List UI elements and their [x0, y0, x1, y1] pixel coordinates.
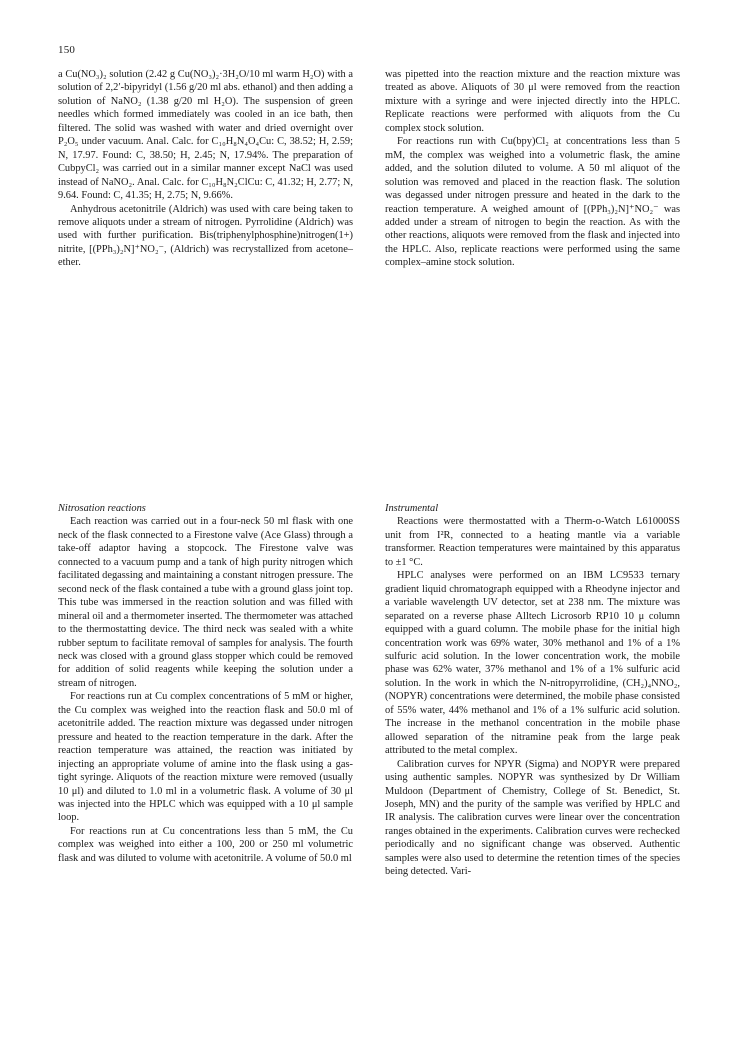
paragraph: For reactions run with Cu(bpy)Cl₂ at concentrations less than 5 mM, the complex was weighed into a volumetric flask, the amine added, and the solution diluted to volume. A 50 ml aliquot of the solution was removed and placed in the reaction flask. The solution was degassed under nitrogen pressure and heated in the dark to the reaction temperature. A weighed amount of [(PPh₃)₂N]⁺NO₂⁻ was added under a stream of nitrogen to begin the reaction. As with the other reactions, aliquots were removed from the flask and injected into the HPLC. Also, replicate reactions were performed using the same complex–amine stock solution. — [385, 136, 680, 269]
section-heading-nitrosation: Nitrosation reactions — [58, 503, 146, 514]
right-column-bottom — [385, 502, 680, 879]
paragraph: was pipetted into the reaction mixture and the reaction mixture was treated as above. Aliquots of 30 μl were removed from the reaction mixture with a syringe and were injected directly into the HPLC. Replicate reactions were performed with aliquots from the Cu complex stock solution. — [385, 69, 680, 134]
left-column-top — [58, 68, 353, 270]
paragraph: For reactions run at Cu concentrations less than 5 mM, the Cu complex was weighed into either a 100, 200 or 250 ml volumetric flask and was diluted to volume with acetonitrile. A volume of 50.0 ml — [58, 825, 353, 864]
paragraph: Each reaction was carried out in a four-neck 50 ml flask with one neck of the flask connected to a Firestone valve (Ace Glass) through a take-off adaptor having a stopcock. The Firestone valve was connected to a vacuum pump and a tank of high purity nitrogen which facilitated degassing and maintaining a constant nitrogen pressure. The second neck of the flask contained a tube with a ground glass joint top. This tube was immersed in the reaction solution and was filled with mineral oil and a thermometer inserted. The thermometer was attached to the thermostatting device. The third neck was sealed with a white rubber septum to facilitate removal of samples for analysis. The fourth neck was closed with a ground glass stopper which could be removed for addition of solid reagents while keeping the solution under a stream of nitrogen. — [58, 516, 353, 689]
paragraph: Calibration curves for NPYR (Sigma) and NOPYR were prepared using authentic samples. NOPYR was synthesized by Dr William Muldoon (Department of Chemistry, College of St. Benedict, St. Joseph, MN) and the purity of the sample was verified by HPLC and IR analysis. The calibration curves were linear over the concentration ranges obtained in the experiments. Calibration curves were rechecked periodically and no significant change was observed. Authentic samples were also used to determine the retention times of the species being detected. Vari- — [385, 758, 680, 878]
section-heading-instrumental: Instrumental — [385, 503, 439, 514]
paragraph: Reactions were thermostatted with a Therm-o-Watch L61000SS unit from I²R, connected to a heating mantle via a variable transformer. Reaction temperatures were maintained by this apparatus to ±1 °C. — [385, 516, 680, 568]
right-column-top — [385, 68, 680, 270]
paragraph: For reactions run at Cu complex concentrations of 5 mM or higher, the Cu complex was weighed into the reaction flask and 50.0 ml of acetonitrile added. The reaction mixture was degassed under nitrogen pressure and heated to the reaction temperature in the dark. After the reaction temperature was attained, the reaction was initiated by injecting an appropriate volume of amine into the flask using a gas-tight syringe. Aliquots of the reaction mixture were removed (usually 10 μl) and diluted to 1.0 ml in a volumetric flask. A volume of 30 μl was injected into the HPLC which was equipped with a 10 μl sample loop. — [58, 691, 353, 824]
paragraph: HPLC analyses were performed on an IBM LC9533 ternary gradient liquid chromatograph equipped with a Rheodyne injector and a variable wavelength UV detector, set at 238 nm. The mixture was separated on a reverse phase Alltech Licrosorb RP10 10 μ column equipped with a guard column. The mobile phase for the initial high concentration work was 69% water, 30% methanol and 1% of a 1% sulfuric acid solution. In the lower concentration work, the mobile phase was 62% water, 37% methanol and 1% of a 1% sulfuric acid solution. In the work in which the N-nitropyrrolidine, (CH₂)₄NNO₂, (NOPYR) concentrations were determined, the mobile phase consisted of 55% water, 44% methanol and 1% of a 1% sulfuric acid solution. The increase in the methanol concentration in the mobile phase allowed separation of the nitramine peak from the large peak attributed to the metal complex. — [385, 570, 680, 757]
page-number: 150 — [58, 44, 76, 56]
paragraph: a Cu(NO₃)₂ solution (2.42 g Cu(NO₃)₂·3H₂O/10 ml warm H₂O) with a solution of 2,2′-bipyridyl (1.56 g/20 ml abs. ethanol) and then adding a solution of NaNO₂ (1.38 g/20 ml H₂O). The suspension of green needles which formed immediately was cooled in an ice bath, then filtered. The solid was washed with water and dried overnight over P₂O₅ under vacuum. Anal. Calc. for C₁₀H₈N₄O₄Cu: C, 38.52; H, 2.59; N, 17.97. Found: C, 38.50; H, 2.45; N, 17.94%. The preparation of CubpyCl₂ was carried out in a similar manner except NaCl was used instead of NaNO₂. Anal. Calc. for C₁₀H₈N₂ClCu: C, 41.32; H, 2.77; N, 9.64. Found: C, 41.35; H, 2.75; N, 9.66%. — [58, 69, 353, 202]
left-column-bottom — [58, 502, 353, 865]
paragraph: Anhydrous acetonitrile (Aldrich) was used with care being taken to remove aliquots under a stream of nitrogen. Pyrrolidine (Aldrich) was used with further purification. Bis(triphenylphosphine)nitrogen(1+) nitrite, [(PPh₃)₂N]⁺NO₂⁻, (Aldrich) was recrystallized from acetone–ether. — [58, 203, 353, 269]
